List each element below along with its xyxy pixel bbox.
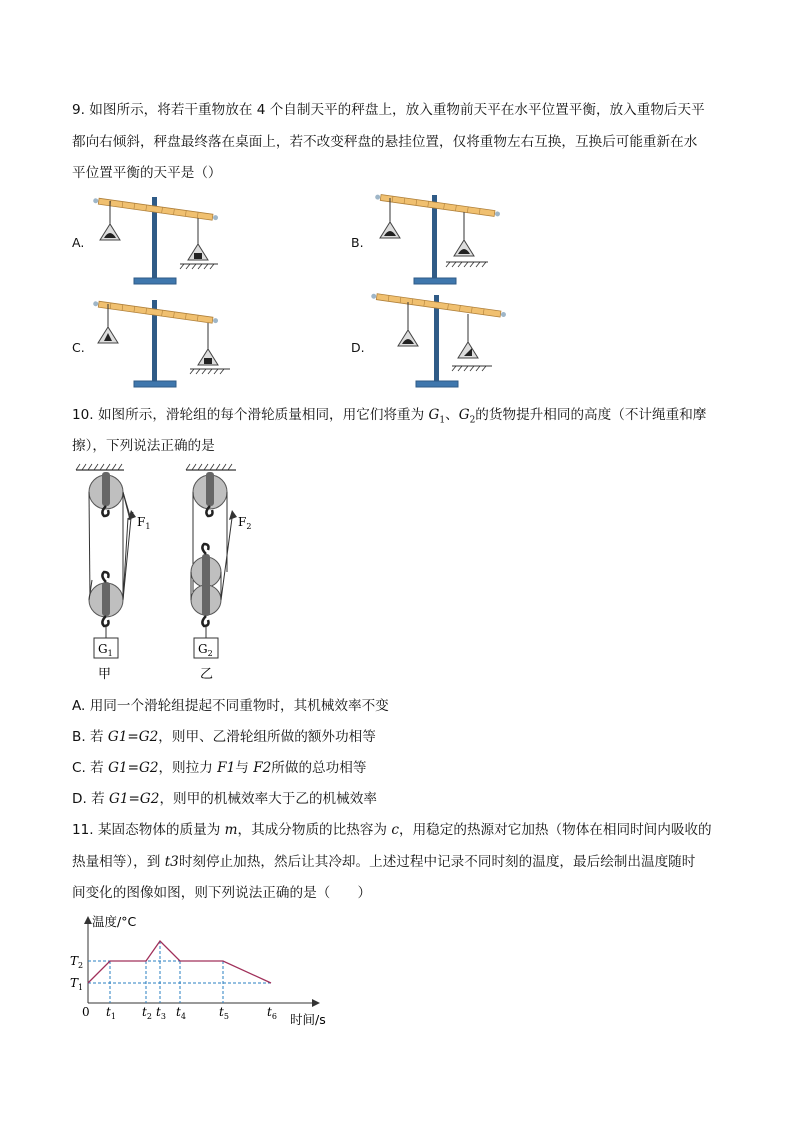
f1-label: $F_1$ [137, 515, 151, 531]
y-axis-arrow [84, 916, 92, 924]
pulley-figure [70, 460, 270, 690]
temperature-time-chart [60, 908, 350, 1030]
balance-c-figure [90, 295, 250, 395]
q11-line-3: 间变化的图像如图，则下列说法正确的是（ ） [72, 885, 372, 901]
q10-option-d: D. 若 G1=G2，则甲的机械效率大于乙的机械效率 [72, 791, 377, 807]
q9-option-b-label: B. [351, 235, 364, 250]
q9-option-c-label: C. [72, 340, 85, 355]
x-tick-t5: $t_5$ [219, 1005, 229, 1021]
balance-a-figure [90, 192, 250, 292]
label-yi: 乙 [200, 667, 214, 682]
q9-line-2: 都向右倾斜，秤盘最终落在桌面上，若不改变秤盘的悬挂位置，仅将重物左右互换，互换后可能重新在水 [72, 134, 698, 150]
q10-line-1: 10. 如图所示，滑轮组的每个滑轮质量相同，用它们将重为 $G_1$、$G_2$的货物提升相同的高度（不计绳重和摩 [72, 407, 707, 426]
x-tick-t3: $t_3$ [156, 1005, 166, 1021]
q9-option-a-label: A. [72, 235, 85, 250]
x-tick-t4: $t_4$ [176, 1005, 186, 1021]
q10-line-2: 擦），下列说法正确的是 [72, 438, 215, 454]
f2-label: $F_2$ [238, 515, 252, 531]
y-tick-T1: $T_1$ [70, 976, 84, 992]
q10-option-c: C. 若 G1=G2，则拉力 F1与 F2所做的总功相等 [72, 760, 367, 776]
q11-line-1: 11. 某固态物体的质量为 m，其成分物质的比热容为 c，用稳定的热源对它加热（物体在相同时间内吸收的 [72, 822, 712, 838]
x-tick-t6: $t_6$ [267, 1005, 277, 1021]
box-g2-label: $G_2$ [198, 642, 213, 658]
label-jia: 甲 [98, 667, 112, 682]
q10-option-a: A. 用同一个滑轮组提起不同重物时，其机械效率不变 [72, 698, 389, 714]
box-g1-label: $G_1$ [98, 642, 113, 658]
origin-label: 0 [82, 1005, 90, 1019]
x-axis-arrow [312, 999, 320, 1007]
q10-option-b: B. 若 G1=G2，则甲、乙滑轮组所做的额外功相等 [72, 729, 376, 745]
y-tick-T2: $T_2$ [70, 954, 84, 970]
q9-option-d-label: D. [351, 340, 365, 355]
x-axis-label: 时间/s [290, 1012, 326, 1027]
q9-line-3: 平位置平衡的天平是（） [72, 165, 222, 181]
balance-b-figure [370, 190, 530, 292]
y-axis-label: 温度/°C [92, 914, 137, 929]
q11-line-2: 热量相等），到 t3时刻停止加热，然后让其冷却。上述过程中记录不同时刻的温度，最后绘制出温度随时 [72, 854, 696, 870]
x-tick-t1: $t_1$ [106, 1005, 116, 1021]
x-tick-t2: $t_2$ [142, 1005, 152, 1021]
q9-line-1: 9. 如图所示，将若干重物放在 4 个自制天平的秤盘上，放入重物前天平在水平位置平衡，放入重物后天平 [72, 102, 705, 118]
balance-d-figure [366, 290, 536, 395]
